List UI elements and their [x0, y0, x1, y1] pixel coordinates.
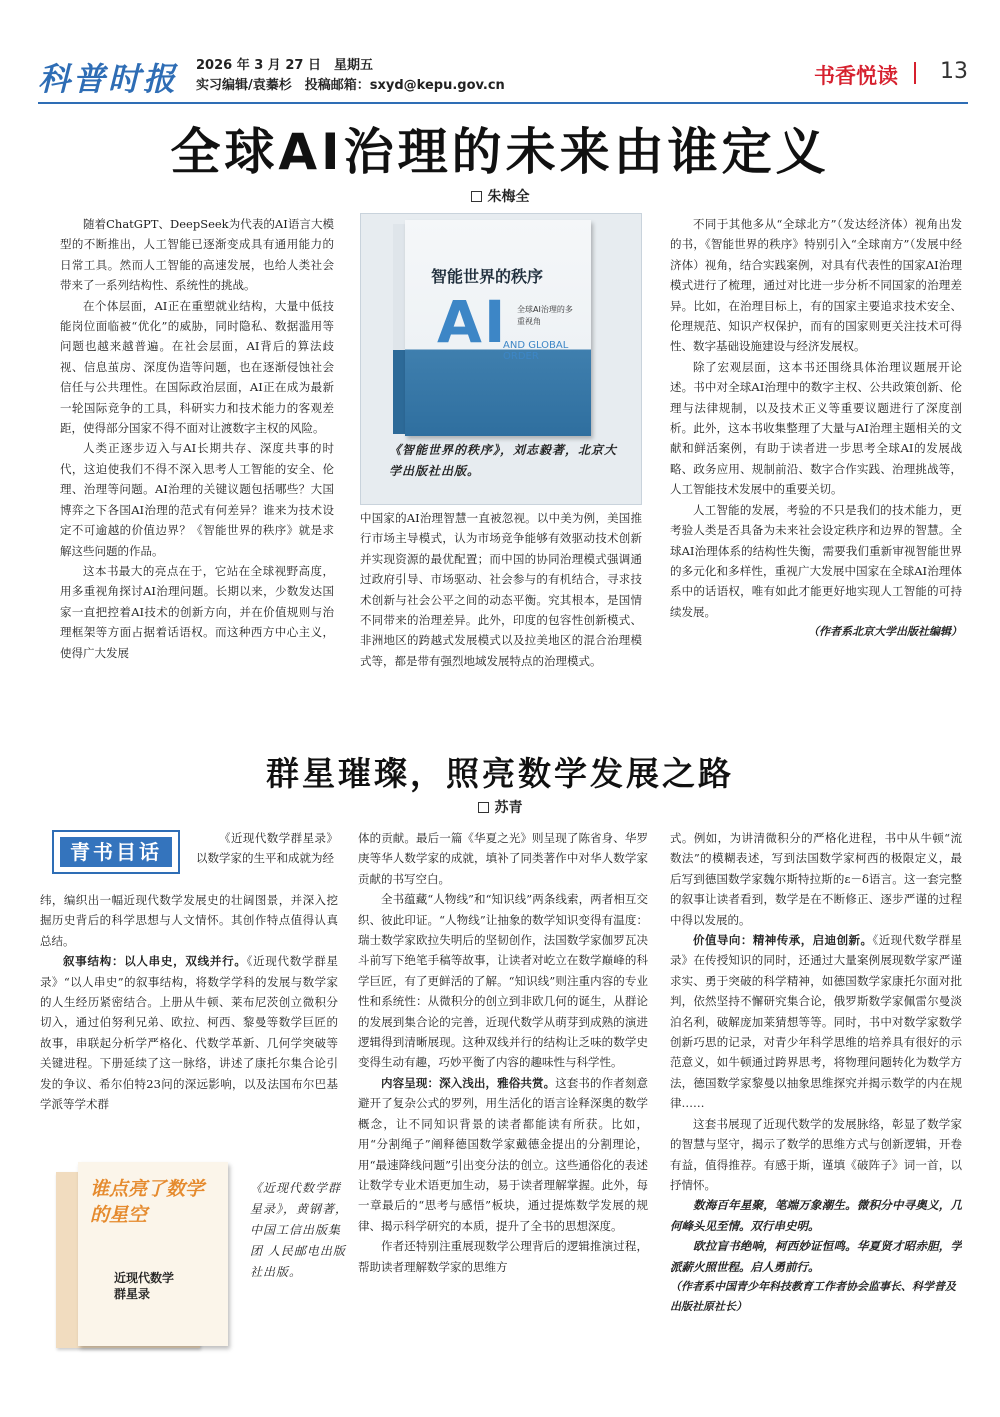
page-separator: [914, 62, 916, 84]
article2-column-2: [358, 828, 648, 1370]
subheading: 价值导向：精神传承，启迪创新。: [693, 933, 873, 948]
paragraph: 纬，编织出一幅近现代数学发展史的壮阔图景，并深入挖掘历史背后的科学思想与人文情怀。其创作特点值得认真总结。: [40, 893, 338, 948]
article1-title: 全球AI治理的未来由谁定义: [170, 123, 830, 181]
issue-date: 2026 年 3 月 27 日 星期五: [196, 58, 373, 73]
paragraph-text: 《近现代数学群星录》“以人串史”的叙事结构，将数学学科的发展与数学家的人生经历紧密结合。上册从牛顿、莱布尼茨创立微积分切入，通过伯努利兄弟、欧拉、柯西、黎曼等数学巨匠的故事，串联起分析学严格化、代数学革新、几何学突破等关键进程。下册延续了这一脉络，讲述了康托尔集合论引发的争议、希尔伯特23问的深远影响，以及法国布尔巴基学派等学术群: [40, 954, 338, 1112]
article1-byline: [0, 186, 1000, 206]
book1-cover-subtitle: 全球AI治理的多重视角: [517, 305, 573, 326]
paragraph: [358, 1073, 648, 1236]
article2-column-1: [40, 890, 338, 1152]
article1-column-2: [360, 508, 642, 714]
article2-lead: [196, 828, 338, 890]
book2-cover-title: 谁点亮了数学的星空: [90, 1178, 205, 1226]
poem: [670, 1195, 962, 1277]
byline-box-icon: [478, 802, 489, 813]
article1-author: 朱梅全: [487, 189, 530, 205]
page-number: 13: [940, 59, 968, 84]
book2-caption: 《近现代数学群星录》，黄钢著，中国工信出版集团 人民邮电出版社出版。: [250, 1181, 349, 1279]
book1-cover-ai: AI: [437, 288, 508, 356]
poem-stanza: 欧拉盲书绝响，柯西妙证恒鸣。华夏贤才昭赤胆，学派薪火照世程。启人勇前行。: [670, 1239, 962, 1274]
byline-box-icon: [471, 191, 482, 202]
paragraph: [40, 951, 338, 1114]
paragraph: 人类正逐步迈入与AI长期共存、深度共事的时代，这迫使我们不得不深入思考人工智能的安全、伦理、治理等问题。AI治理的关键议题包括哪些？大国博弈之下各国AI治理的范式有何差异？谁来为技术设定不可逾越的价值边界？《智能世界的秩序》就是求解这些问题的作品。: [60, 441, 334, 558]
editor-contact: 实习编辑/袁蓁杉 投稿邮箱：sxyd@kepu.gov.cn: [196, 78, 505, 93]
masthead: [38, 50, 968, 100]
section-name: 书香悦读: [814, 64, 898, 88]
poem-stanza: 数海百年星聚，笔端万象潮生。微积分中寻奥义，几何峰头见至情。双行串史明。: [670, 1198, 962, 1233]
paragraph: 人工智能的发展，考验的不只是我们的技术能力，更考验人类是否具备为未来社会设定秩序和边界的智慧。全球AI治理体系的结构性失衡，需要我们重新审视智能世界的多元化和多样性，重视广大发展中国家在全球AI治理体系中的话语权，唯有如此才能更好地实现人工智能的可持续发展。: [670, 502, 962, 619]
article1-signature: （作者系北京大学出版社编辑）: [808, 625, 962, 639]
paragraph: 式。例如，为讲清微积分的严格化进程，书中从牛顿“流数法”的模糊表述，写到法国数学家柯西的极限定义，最后写到德国数学家魏尔斯特拉斯的ε－δ语言。这一套完整的叙事让读者看到，数学是在不断修正、逐步严谨的过程中得以发展的。: [670, 831, 962, 927]
article1-column-1: [60, 214, 334, 714]
paragraph: 这套书展现了近现代数学的发展脉络，彰显了数学家的智慧与坚守，揭示了数学的思维方式与创新逻辑，开卷有益，值得推荐。有感于斯，谨填《破阵子》词一首，以抒情怀。: [670, 1116, 962, 1192]
paragraph: [670, 930, 962, 1114]
book1-cover-english: AND GLOBAL ORDER: [503, 340, 569, 362]
book2-front-volume: [78, 1162, 228, 1346]
paragraph: 这本书最大的亮点在于，它站在全球视野高度，用多重视角探讨AI治理问题。长期以来，少数发达国家一直把控着AI技术的创新方向，并在价值规则与治理框架等方面占据着话语权。而这种西方中心主义，使得广大发展: [60, 563, 334, 660]
book1-cover-title: 智能世界的秩序: [431, 267, 544, 286]
book2-figure: [56, 1162, 230, 1350]
subheading: 内容呈现：深入浅出，雅俗共赏。: [381, 1075, 556, 1090]
book1-figure: [360, 213, 642, 505]
book1-caption: 《智能世界的秩序》，刘志毅著，北京大学出版社出版。: [389, 443, 618, 478]
column-tag-label: 青书目话: [60, 837, 172, 867]
book2-cover-name: 近现代数学群星录: [114, 1271, 175, 1301]
article2-title: 群星璀璨，照亮数学发展之路: [266, 754, 734, 793]
article2-column-3: [670, 828, 962, 1370]
article2-author: 苏青: [494, 800, 523, 816]
paragraph: 在个体层面，AI正在重塑就业结构，大量中低技能岗位面临被“优化”的威胁，同时隐私、数据滥用等问题也越来越普遍。在社会层面，AI背后的算法歧视、信息茧房、深度伪造等问题，也在逐渐侵蚀社会信任与公共理性。在国际政治层面，AI正在成为最新一轮国际竞争的工具，科研实力和技术能力的客观差距，使得部分国家不得不面对让渡数字主权的风险。: [60, 298, 334, 436]
paragraph: 中国家的AI治理智慧一直被忽视。以中美为例，美国推行市场主导模式，认为市场竞争能够有效驱动技术创新并实现资源的最优配置；而中国的协同治理模式强调通过政府引导、市场驱动、社会参与的有机结合，寻求技术创新与社会公平之间的动态平衡。究其根本，是国情不同带来的治理差异。此外，印度的包容性创新模式、非洲地区的跨越式发展模式以及拉美地区的混合治理模式等，都是带有强烈地域发展特点的治理模式。: [360, 511, 642, 668]
paragraph: 《近现代数学群星录》以数学家的生平和成就为经: [196, 831, 338, 866]
paragraph: 随着ChatGPT、DeepSeek为代表的AI语言大模型的不断推出，人工智能已逐渐变成具有通用能力的日常工具。然而人工智能的高速发展，也给人类社会带来了一系列结构性、系统性的挑战。: [60, 217, 334, 293]
article2-signature: （作者系中国青少年科技教育工作者协会监事长、科学普及出版社原社长）: [670, 1279, 956, 1314]
paragraph: 作者还特别注重展现数学公理背后的逻辑推演过程，帮助读者理解数学家的思维方: [358, 1239, 648, 1274]
article1-column-3: [670, 214, 962, 714]
article2-byline: [0, 797, 1000, 817]
book1-cover: [405, 220, 591, 436]
masthead-rule: [38, 102, 968, 104]
column-tag: [52, 830, 180, 874]
paragraph-text: 《近现代数学群星录》在传授知识的同时，还通过大量案例展现数学家严谨求实、勇于突破的科学精神，如德国数学家康托尔面对批判，依然坚持不懈研究集合论，俄罗斯数学家佩雷尔曼淡泊名利，破解庞加莱猜想等等。同时，书中对数学家数学创新巧思的记录，对青少年科学思维的培养具有很好的示范意义，如牛顿通过跨界思考，将物理问题转化为数学方法，德国数学家黎曼以抽象思维探究并揭示数学的内在规律……: [670, 933, 962, 1111]
paragraph: 不同于其他多从“全球北方”（发达经济体）视角出发的书，《智能世界的秩序》特别引入“全球南方”（发展中经济体）视角，结合实践案例，对具有代表性的国家AI治理模式进行了梳理，通过对比进一步分析不同国家的治理差异。比如，在治理目标上，有的国家主要追求技术安全、伦理规范、知识产权保护，而有的国家则更关注技术可得性、数字基础设施建设与经济发展权。: [670, 217, 962, 354]
paragraph-text: 这套书的作者刻意避开了复杂公式的罗列，用生活化的语言诠释深奥的数学概念，让不同知识背景的读者都能读有所获。比如，用“分割绳子”阐释德国数学家戴德金提出的分割理论，用“最速降线问题”引出变分法的创立。这些通俗化的表述让数学专业术语更加生动，易于读者理解掌握。此外，每一章最后的“思考与感悟”板块，通过提炼数学发展的规律、揭示科学研究的本质，提升了全书的思想深度。: [358, 1075, 648, 1233]
newspaper-logo: 科普时报: [38, 60, 179, 98]
paragraph: 全书蕴藏“人物线”和“知识线”两条线索，两者相互交织、彼此印证。“人物线”让抽象的数学知识变得有温度：瑞士数学家欧拉失明后的坚韧创作，法国数学家伽罗瓦决斗前写下绝笔手稿等故事，让读者对屹立在数学巅峰的科学巨匠，有了更鲜活的了解。“知识线”则注重内容的专业性和系统性：从微积分的创立到非欧几何的诞生，从群论的发展到集合论的完善，近现代数学从萌芽到成熟的演进逻辑得到清晰展现。这种双线并行的结构让乏味的数学史变得生动有趣，巧妙平衡了内容的趣味性与科学性。: [358, 892, 648, 1070]
paragraph: 除了宏观层面，这本书还围绕具体治理议题展开论述。书中对全球AI治理中的数字主权、公共政策创新、伦理与法律规制，以及技术正义等重要议题进行了深度剖析。此外，这本书收集整理了大量与AI治理主题相关的文献和鲜活案例，有助于读者进一步思考全球AI的发展战略、政务应用、规制前沿、数字合作实践、治理挑战等，人工智能技术发展中的重要关切。: [670, 359, 962, 497]
masthead-info: [196, 56, 505, 96]
subheading: 叙事结构：以人串史，双线并行。: [63, 954, 247, 969]
paragraph: 体的贡献。最后一篇《华夏之光》则呈现了陈省身、华罗庚等华人数学家的成就，填补了同类著作中对华人数学家贡献的书写空白。: [358, 831, 648, 886]
